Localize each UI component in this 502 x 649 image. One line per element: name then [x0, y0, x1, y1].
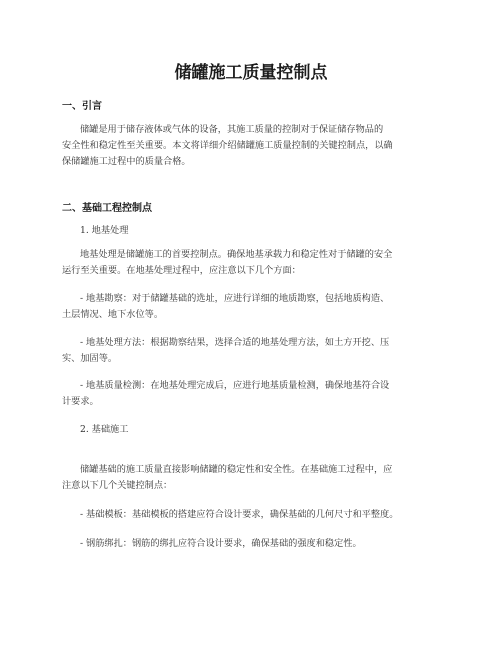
paragraph-line: 运行至关重要。在地基处理过程中，应注意以下几个方面： [62, 265, 301, 276]
list-item-line: - 地基处理方法：根据勘察结果，选择合适的地基处理方法，如土方开挖、压 [80, 337, 390, 348]
list-item-inspection [62, 378, 452, 410]
list-item-formwork [62, 507, 452, 523]
list-item-rebar [62, 536, 452, 552]
paragraph-line: 地基处理是储罐施工的首要控制点。确保地基承载力和稳定性对于储罐的安全 [80, 249, 393, 260]
subsection-title: 2. 基础施工 [80, 424, 129, 435]
list-item-line: 实、加固等。 [62, 353, 118, 364]
ground-treatment-paragraph [62, 247, 452, 279]
list-item-survey [62, 291, 452, 323]
subsection-title-foundation-construction [62, 422, 452, 438]
paragraph-line: 储罐基础的施工质量直接影响储罐的稳定性和安全性。在基础施工过程中，应 [80, 464, 393, 475]
list-item-line: - 地基质量检测：在地基处理完成后，应进行地基质量检测，确保地基符合设 [80, 380, 390, 391]
paragraph-line: 保储罐施工过程中的质量合格。 [62, 156, 191, 167]
paragraph-line: 注意以下几个关键控制点： [62, 480, 173, 491]
paragraph-line: 安全性和稳定性至关重要。本文将详细介绍储罐施工质量控制的关键控制点，以确 [62, 140, 393, 151]
list-item-line: 计要求。 [62, 396, 99, 407]
section-heading-introduction: 一、引言 [62, 101, 102, 112]
intro-paragraph [62, 122, 452, 170]
document-title: 储罐施工质量控制点 [174, 63, 328, 83]
list-item-line: - 地基勘察：对于储罐基础的选址，应进行详细的地质勘察，包括地质构造、 [80, 293, 390, 304]
subsection-title: 1. 地基处理 [80, 225, 129, 236]
list-item-line: - 钢筋绑扎：钢筋的绑扎应符合设计要求，确保基础的强度和稳定性。 [80, 538, 362, 549]
section-heading-foundation: 二、基础工程控制点 [62, 203, 152, 214]
subsection-title-ground-treatment [62, 223, 452, 239]
list-item-line: - 基础模板：基础模板的搭建应符合设计要求，确保基础的几何尺寸和平整度。 [80, 509, 399, 520]
paragraph-line: 储罐是用于储存液体或气体的设备，其施工质量的控制对于保证储存物品的 [80, 124, 384, 135]
list-item-line: 土层情况、地下水位等。 [62, 309, 164, 320]
foundation-construction-paragraph [62, 462, 452, 494]
list-item-method [62, 335, 452, 367]
